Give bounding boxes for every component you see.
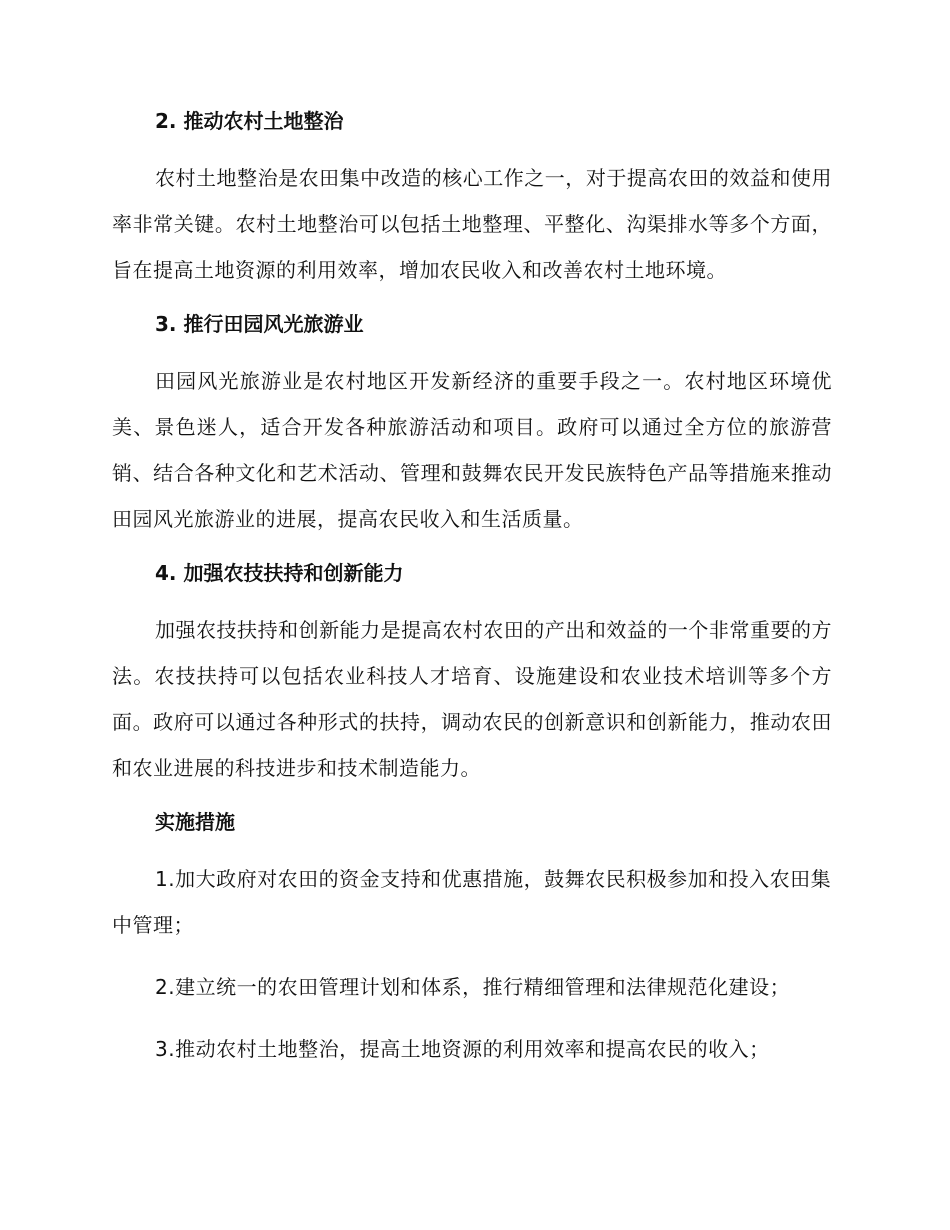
section-heading: 4. 加强农技扶持和创新能力 (155, 561, 404, 585)
document-page (112, 106, 832, 1088)
section-agri-tech-support (112, 558, 832, 791)
section-implementation-measures (112, 807, 832, 1072)
section-land-consolidation (112, 106, 832, 293)
measure-item: 1.加大政府对农田的资金支持和优惠措施，鼓舞农民积极参加和投入农田集中管理； (112, 867, 832, 937)
section-heading: 2. 推动农村土地整治 (155, 109, 344, 133)
section-rural-tourism (112, 309, 832, 542)
section-paragraph: 田园风光旅游业是农村地区开发新经济的重要手段之一。农村地区环境优美、景色迷人，适合开发各种旅游活动和项目。政府可以通过全方位的旅游营销、结合各种文化和艺术活动、管理和鼓舞农民开发民族特色产品等措施来推动田园风光旅游业的进展，提高农民收入和生活质量。 (112, 369, 832, 531)
section-paragraph: 加强农技扶持和创新能力是提高农村农田的产出和效益的一个非常重要的方法。农技扶持可以包括农业科技人才培育、设施建设和农业技术培训等多个方面。政府可以通过各种形式的扶持，调动农民的创新意识和创新能力，推动农田和农业进展的科技进步和技术制造能力。 (112, 618, 832, 780)
section-paragraph: 农村土地整治是农田集中改造的核心工作之一，对于提高农田的效益和使用率非常关键。农村土地整治可以包括土地整理、平整化、沟渠排水等多个方面，旨在提高土地资源的利用效率，增加农民收入和改善农村土地环境。 (112, 166, 832, 282)
measure-item: 3.推动农村土地整治，提高土地资源的利用效率和提高农民的收入； (155, 1037, 770, 1061)
measures-heading: 实施措施 (155, 810, 235, 834)
section-heading: 3. 推行田园风光旅游业 (155, 312, 364, 336)
measure-item: 2.建立统一的农田管理计划和体系，推行精细管理和法律规范化建设； (155, 975, 791, 999)
